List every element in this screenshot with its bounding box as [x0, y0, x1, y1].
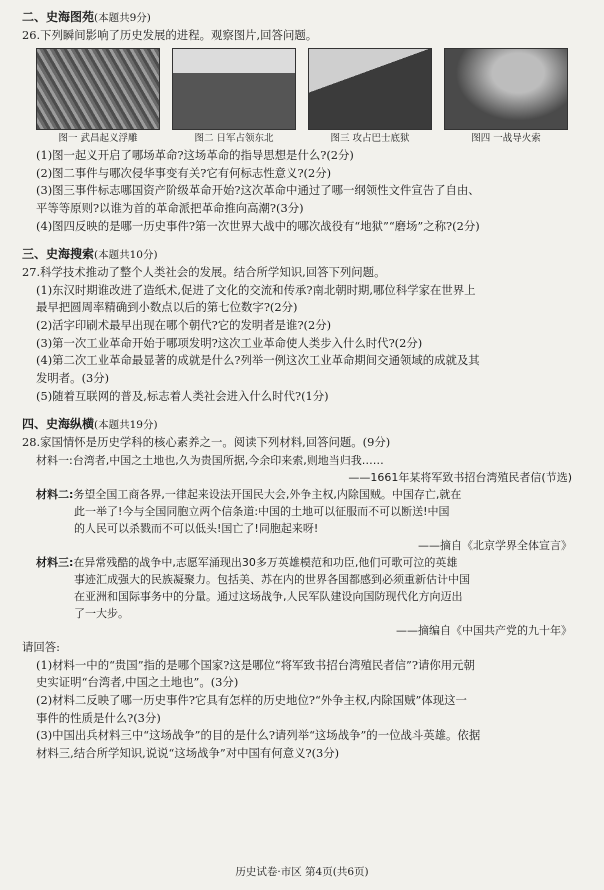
q26-sub-4: (4)图四反映的是哪一历史事件?第一次世界大战中的哪次战役有“地狱”“磨场”之称?(2分)	[36, 218, 480, 233]
material-3-label: 材料三:	[36, 555, 74, 569]
q27-sub-5: (5)随着互联网的普及,标志着人类社会进入什么时代?(1分)	[36, 388, 329, 403]
section-2-title	[22, 8, 582, 27]
q27-sub-4-cont: 发明者。(3分)	[36, 370, 110, 385]
section-4-heading: 四、史海纵横	[22, 417, 95, 432]
ask-label: 请回答:	[22, 640, 61, 655]
figure-4-caption: 图四 一战导火索	[471, 133, 541, 145]
material-1-source: ——1661年某将军致书招台湾殖民者信(节选)	[348, 470, 572, 484]
material-1: 材料一:台湾者,中国之土地也,久为贵国所据,今余印来索,则地当归我……	[36, 453, 384, 467]
figure-1-image	[36, 48, 160, 130]
q28-sub-2-cont: 事件的性质是什么?(3分)	[36, 710, 161, 725]
material-3-line-1	[22, 554, 582, 571]
figure-4	[444, 48, 568, 147]
figure-4-image	[444, 48, 568, 130]
q27-sub-3: (3)第一次工业革命开始于哪项发明?这次工业革命使人类步入什么时代?(2分)	[36, 335, 423, 350]
section-3-points: (本题共10分)	[94, 249, 158, 262]
figure-row	[22, 44, 582, 147]
material-3-line-2: 事迹汇成强大的民族凝聚力。包括美、苏在内的世界各国都感到必须重新估计中国	[74, 572, 470, 586]
q26-sub-3-cont: 平等等原则?以谁为首的革命派把革命推向高潮?(3分)	[36, 201, 304, 215]
material-3-text-1: 在异常残酷的战争中,志愿军涌现出30多万英雄模范和功臣,他们可歌可泣的英雄	[73, 555, 458, 569]
q26-sub-2: (2)图二事件与哪次侵华事变有关?它有何标志性意义?(2分)	[36, 165, 332, 180]
q28-sub-3-cont: 材料三,结合所学知识,说说“这场战争”对中国有何意义?(3分)	[36, 746, 340, 761]
figure-3	[308, 48, 432, 147]
q26-sub-1: (1)图一起义开启了哪场革命?这场革命的指导思想是什么?(2分)	[36, 147, 354, 162]
figure-1-caption: 图一 武昌起义浮雕	[58, 133, 138, 145]
q27-sub-1-cont: 最早把圆周率精确到小数点以后的第七位数字?(2分)	[36, 300, 298, 315]
section-4-title	[22, 415, 582, 434]
q26-sub-3: (3)图三事件标志哪国资产阶级革命开始?这次革命中通过了哪一纲领性文件宣告了自由、	[36, 183, 480, 198]
material-3-line-3: 在亚洲和国际事务中的分量。通过这场战争,人民军队建设向国防现代化方向迈出	[74, 589, 463, 603]
q28-sub-1-cont: 史实证明“台湾者,中国之土地也”。(3分)	[36, 675, 239, 690]
q27-sub-2: (2)活字印刷术最早出现在哪个朝代?它的发明者是谁?(2分)	[36, 317, 332, 332]
q27-sub-4: (4)第二次工业革命最显著的成就是什么?列举一例这次工业革命期间交通领域的成就及其	[36, 353, 480, 368]
figure-2-image	[172, 48, 296, 130]
section-3-title	[22, 245, 582, 264]
material-2-line-2: 此一举了!今与全国同胞立两个信条道:中国的土地可以征服而不可以断送!中国	[74, 504, 450, 518]
material-2-source: ——摘自《北京学界全体宣言》	[418, 538, 572, 552]
q28-sub-3: (3)中国出兵材料三中“这场战争”的目的是什么?请列举“这场战争”的一位战斗英雄。依据	[36, 728, 481, 743]
question-28: 28.家国情怀是历史学科的核心素养之一。阅读下列材料,回答问题。(9分)	[22, 434, 391, 449]
q28-sub-2: (2)材料二反映了哪一历史事件?它具有怎样的历史地位?“外争主权,内除国贼”体现这一	[36, 693, 467, 708]
material-2-line-3: 的人民可以杀戮而不可以低头!国亡了!同胞起来呀!	[74, 521, 319, 535]
section-4-points: (本题共19分)	[94, 419, 158, 432]
material-2-text-1: 务望全国工商各界,一律起来设法开国民大会,外争主权,内除国贼。中国存亡,就在	[73, 487, 462, 501]
question-27: 27.科学技术推动了整个人类社会的发展。结合所学知识,回答下列问题。	[22, 264, 386, 279]
q27-sub-1: (1)东汉时期谁改进了造纸术,促进了文化的交流和传承?南北朝时期,哪位科学家在世界上	[36, 282, 476, 297]
figure-3-image	[308, 48, 432, 130]
section-2-heading: 二、史海图苑	[22, 10, 95, 24]
material-3-line-4: 了一大步。	[74, 607, 129, 620]
material-2-line-1	[22, 486, 582, 503]
figure-3-caption: 图三 攻占巴士底狱	[330, 133, 410, 145]
figure-2	[172, 48, 296, 147]
material-3-source: ——摘编自《中国共产党的九十年》	[396, 624, 572, 638]
question-26: 26.下列瞬间影响了历史发展的进程。观察图片,回答问题。	[22, 27, 318, 42]
q28-sub-1: (1)材料一中的“贵国”指的是哪个国家?这是哪位“将军致书招台湾殖民者信”?请你用元朝	[36, 657, 475, 672]
section-3-heading: 三、史海搜索	[22, 247, 95, 262]
figure-1	[36, 48, 160, 147]
page-footer: 历史试卷·市区 第4页(共6页)	[235, 866, 369, 878]
material-2-label: 材料二:	[36, 487, 74, 501]
section-2-points: (本题共9分)	[94, 12, 151, 24]
figure-2-caption: 图二 日军占领东北	[194, 133, 274, 145]
